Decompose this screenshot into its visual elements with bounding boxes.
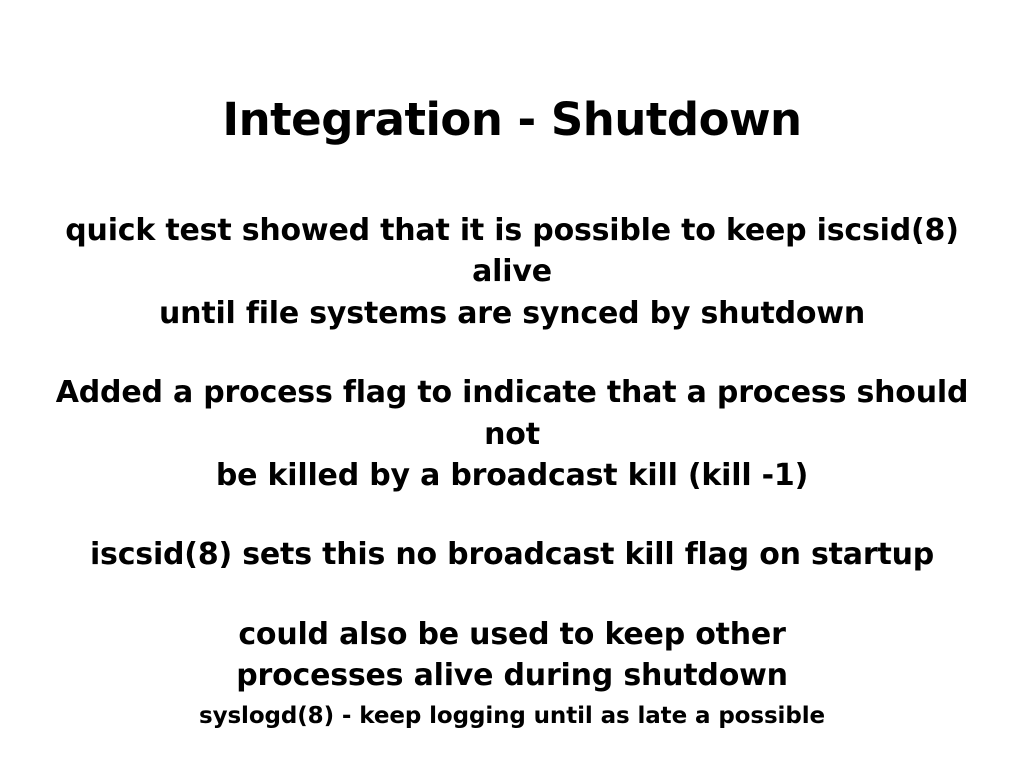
paragraph-line: syslogd(8) - keep logging until as late a possible bbox=[198, 702, 825, 729]
paragraph-line: quick test showed that it is possible to keep iscsid(8) alive bbox=[65, 213, 959, 290]
paragraph-line: Added a process flag to indicate that a process should not bbox=[55, 375, 969, 452]
paragraph-iscsid-sets-flag bbox=[42, 534, 982, 575]
paragraph-quick-test bbox=[42, 210, 982, 334]
paragraph-line: be killed by a broadcast kill (kill -1) bbox=[215, 457, 809, 493]
paragraph-line: processes alive during shutdown bbox=[236, 658, 788, 694]
paragraph-could-also-be-used bbox=[42, 614, 982, 697]
paragraph-process-flag bbox=[42, 372, 982, 496]
page-title: Integration - Shutdown bbox=[222, 93, 802, 146]
paragraph-line: iscsid(8) sets this no broadcast kill flag on startup bbox=[89, 537, 935, 573]
paragraph-syslogd-note bbox=[42, 701, 982, 733]
paragraph-line: could also be used to keep other bbox=[238, 616, 786, 652]
paragraph-line: until file systems are synced by shutdown bbox=[159, 295, 865, 331]
slide-body bbox=[42, 210, 982, 732]
